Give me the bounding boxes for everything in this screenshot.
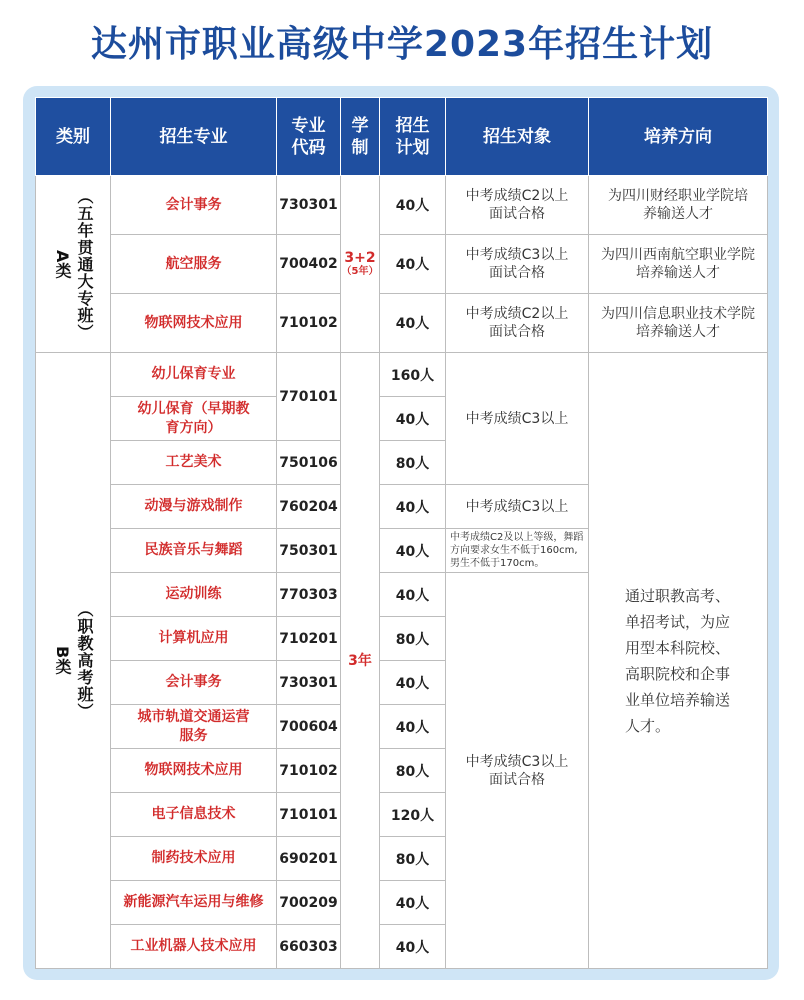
major-cell: 工业机器人技术应用 — [111, 925, 277, 969]
category-a-note: （五年贯通大专班） — [75, 187, 94, 341]
major-cell: 动漫与游戏制作 — [111, 485, 277, 529]
plan-cell: 40人 — [380, 294, 446, 353]
major-cell: 工艺美术 — [111, 441, 277, 485]
major-cell: 幼儿保育专业 — [111, 353, 277, 397]
code-cell: 700402 — [277, 235, 341, 294]
code-cell: 760204 — [277, 485, 341, 529]
category-b-note: （职教高考班） — [75, 601, 94, 720]
code-cell: 700209 — [277, 881, 341, 925]
system-a-cell — [341, 176, 380, 353]
plan-cell: 80人 — [380, 441, 446, 485]
major-cell: 物联网技术应用 — [111, 294, 277, 353]
plan-cell: 80人 — [380, 749, 446, 793]
major-cell: 运动训练 — [111, 573, 277, 617]
major-cell: 计算机应用 — [111, 617, 277, 661]
enrollment-table — [35, 97, 768, 969]
category-a-cell — [36, 176, 111, 353]
table-row — [36, 176, 768, 235]
page-title: 达州市职业高级中学2023年招生计划 — [90, 24, 714, 65]
category-b-cell — [36, 353, 111, 969]
plan-cell: 40人 — [380, 705, 446, 749]
target-cell: 中考成绩C3以上 — [446, 353, 589, 485]
direction-b-cell: 通过职教高考、单招考试，为应用型本科院校、高职院校和企事业单位培养输送人才。 — [589, 353, 768, 969]
target-cell: 中考成绩C2以上面试合格 — [446, 294, 589, 353]
direction-cell: 为四川财经职业学院培养输送人才 — [589, 176, 768, 235]
plan-cell: 40人 — [380, 176, 446, 235]
target-cell: 中考成绩C3以上 — [446, 485, 589, 529]
plan-cell: 160人 — [380, 353, 446, 397]
table-row — [36, 235, 768, 294]
plan-cell: 80人 — [380, 837, 446, 881]
code-cell: 660303 — [277, 925, 341, 969]
target-cell: 中考成绩C2及以上等级，舞蹈方向要求女生不低于160cm,男生不低于170cm。 — [446, 529, 589, 573]
code-cell: 710101 — [277, 793, 341, 837]
plan-cell: 40人 — [380, 529, 446, 573]
plan-cell: 40人 — [380, 397, 446, 441]
major-cell: 城市轨道交通运营服务 — [111, 705, 277, 749]
plan-cell: 40人 — [380, 881, 446, 925]
table-row — [36, 353, 768, 397]
code-cell: 700604 — [277, 705, 341, 749]
plan-cell: 40人 — [380, 235, 446, 294]
header-category: 类别 — [36, 98, 111, 176]
major-cell: 制药技术应用 — [111, 837, 277, 881]
header-plan: 招生计划 — [380, 98, 446, 176]
major-cell: 航空服务 — [111, 235, 277, 294]
table-header-row — [36, 98, 768, 176]
header-direction: 培养方向 — [589, 98, 768, 176]
target-cell: 中考成绩C3以上面试合格 — [446, 573, 589, 969]
major-cell: 民族音乐与舞蹈 — [111, 529, 277, 573]
code-cell: 770101 — [277, 353, 341, 441]
plan-cell: 40人 — [380, 485, 446, 529]
code-cell: 750106 — [277, 441, 341, 485]
plan-cell: 120人 — [380, 793, 446, 837]
table-row — [36, 294, 768, 353]
major-cell: 新能源汽车运用与维修 — [111, 881, 277, 925]
major-cell: 幼儿保育（早期教育方向） — [111, 397, 277, 441]
system-b-cell: 3年 — [341, 353, 380, 969]
direction-cell: 为四川信息职业技术学院培养输送人才 — [589, 294, 768, 353]
plan-cell: 80人 — [380, 617, 446, 661]
code-cell: 710201 — [277, 617, 341, 661]
header-system: 学制 — [341, 98, 380, 176]
plan-cell: 40人 — [380, 925, 446, 969]
header-major: 招生专业 — [111, 98, 277, 176]
target-cell: 中考成绩C2以上面试合格 — [446, 176, 589, 235]
header-target: 招生对象 — [446, 98, 589, 176]
code-cell: 730301 — [277, 176, 341, 235]
header-code: 专业代码 — [277, 98, 341, 176]
plan-cell: 40人 — [380, 661, 446, 705]
code-cell: 750301 — [277, 529, 341, 573]
major-cell: 电子信息技术 — [111, 793, 277, 837]
direction-cell: 为四川西南航空职业学院培养输送人才 — [589, 235, 768, 294]
table-panel — [35, 97, 767, 968]
code-cell: 710102 — [277, 749, 341, 793]
system-a-sub: （5年） — [341, 266, 379, 277]
code-cell: 770303 — [277, 573, 341, 617]
code-cell: 730301 — [277, 661, 341, 705]
category-b-label: B类 — [53, 646, 72, 675]
category-a-label: A类 — [53, 249, 72, 279]
major-cell: 物联网技术应用 — [111, 749, 277, 793]
code-cell: 690201 — [277, 837, 341, 881]
plan-cell: 40人 — [380, 573, 446, 617]
target-cell: 中考成绩C3以上面试合格 — [446, 235, 589, 294]
major-cell: 会计事务 — [111, 176, 277, 235]
code-cell: 710102 — [277, 294, 341, 353]
major-cell: 会计事务 — [111, 661, 277, 705]
system-a-main: 3+2 — [344, 250, 376, 266]
